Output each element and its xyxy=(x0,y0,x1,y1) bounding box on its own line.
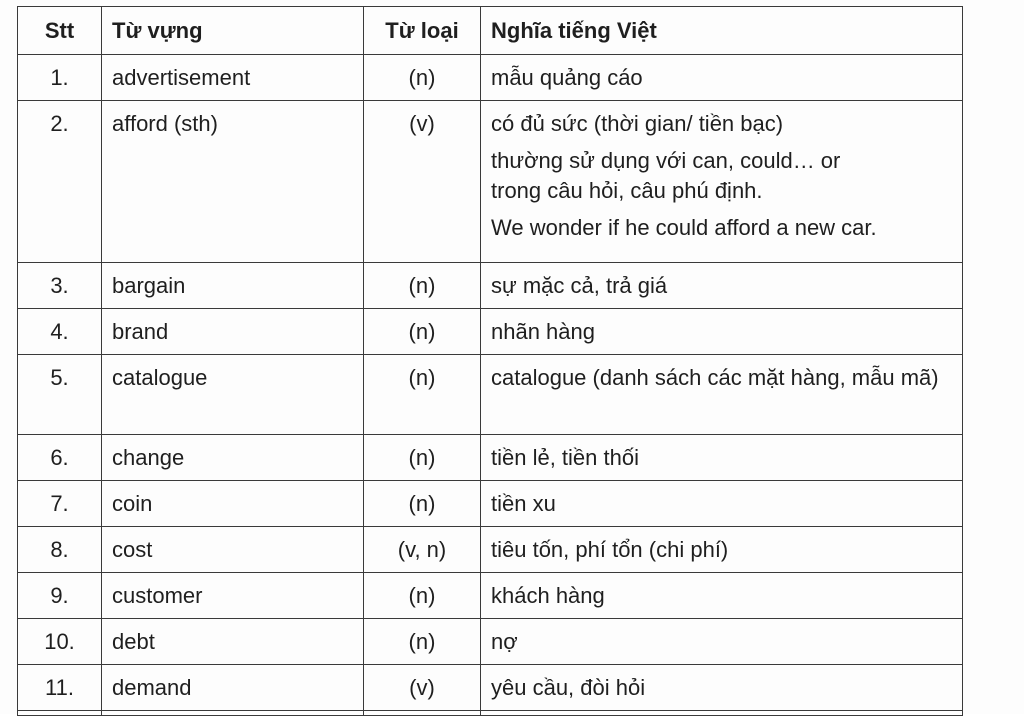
row-meaning xyxy=(481,101,963,263)
row-number: 11. xyxy=(18,665,102,711)
row-meaning xyxy=(481,309,963,355)
meaning-line: tiền lẻ, tiền thối xyxy=(491,445,639,470)
row-number: 1. xyxy=(18,55,102,101)
row-meaning xyxy=(481,619,963,665)
cropped-cell xyxy=(364,711,481,716)
row-word: advertisement xyxy=(102,55,364,101)
row-word-type: (n) xyxy=(364,619,481,665)
row-word: debt xyxy=(102,619,364,665)
row-number: 6. xyxy=(18,435,102,481)
meaning-line: nhãn hàng xyxy=(491,319,595,344)
meaning-line: tiền xu xyxy=(491,491,556,516)
row-word: bargain xyxy=(102,263,364,309)
meaning-line: catalogue (danh sách các mặt hàng, mẫu mã) xyxy=(491,365,939,390)
meaning-line: trong câu hỏi, câu phú định. xyxy=(491,178,763,203)
row-number: 9. xyxy=(18,573,102,619)
header-word-type: Từ loại xyxy=(364,7,481,55)
row-word: demand xyxy=(102,665,364,711)
table-row xyxy=(18,263,963,309)
row-meaning xyxy=(481,481,963,527)
row-meaning xyxy=(481,355,963,435)
table-row-cropped xyxy=(18,711,963,716)
table-row xyxy=(18,435,963,481)
table-row xyxy=(18,527,963,573)
row-meaning xyxy=(481,527,963,573)
row-word: cost xyxy=(102,527,364,573)
header-stt: Stt xyxy=(18,7,102,55)
table-row xyxy=(18,481,963,527)
row-number: 5. xyxy=(18,355,102,435)
row-meaning xyxy=(481,573,963,619)
row-word: change xyxy=(102,435,364,481)
meaning-line: có đủ sức (thời gian/ tiền bạc) xyxy=(491,111,784,136)
row-meaning xyxy=(481,435,963,481)
table-row xyxy=(18,101,963,263)
row-number: 4. xyxy=(18,309,102,355)
meaning-line: yêu cầu, đòi hỏi xyxy=(491,675,646,700)
cropped-cell xyxy=(481,711,963,716)
row-word: customer xyxy=(102,573,364,619)
meaning-line: thường sử dụng với can, could… or xyxy=(491,148,841,173)
cropped-cell xyxy=(18,711,102,716)
row-word-type: (n) xyxy=(364,309,481,355)
row-word-type: (v, n) xyxy=(364,527,481,573)
header-word: Từ vựng xyxy=(102,7,364,55)
row-number: 8. xyxy=(18,527,102,573)
meaning-example: We wonder if he could afford a new car. xyxy=(491,215,877,240)
row-word: coin xyxy=(102,481,364,527)
row-word-type: (n) xyxy=(364,435,481,481)
table-row xyxy=(18,665,963,711)
vocabulary-table xyxy=(17,6,963,716)
row-number: 3. xyxy=(18,263,102,309)
cropped-cell xyxy=(102,711,364,716)
row-word-type: (n) xyxy=(364,481,481,527)
table-row xyxy=(18,573,963,619)
row-word-type: (n) xyxy=(364,263,481,309)
header-meaning: Nghĩa tiếng Việt xyxy=(481,7,963,55)
meaning-line: nợ xyxy=(491,629,518,654)
table-row xyxy=(18,55,963,101)
meaning-line: khách hàng xyxy=(491,583,605,608)
row-meaning xyxy=(481,263,963,309)
row-word-type: (v) xyxy=(364,665,481,711)
row-word: afford (sth) xyxy=(102,101,364,263)
table-header-row xyxy=(18,7,963,55)
row-word: catalogue xyxy=(102,355,364,435)
meaning-line: tiêu tốn, phí tổn (chi phí) xyxy=(491,537,729,562)
row-number: 7. xyxy=(18,481,102,527)
row-meaning xyxy=(481,55,963,101)
table-row xyxy=(18,309,963,355)
meaning-line: sự mặc cả, trả giá xyxy=(491,273,668,298)
table-row xyxy=(18,619,963,665)
row-meaning xyxy=(481,665,963,711)
row-number: 2. xyxy=(18,101,102,263)
row-number: 10. xyxy=(18,619,102,665)
row-word-type: (n) xyxy=(364,55,481,101)
row-word: brand xyxy=(102,309,364,355)
row-word-type: (v) xyxy=(364,101,481,263)
row-word-type: (n) xyxy=(364,573,481,619)
row-word-type: (n) xyxy=(364,355,481,435)
meaning-line: mẫu quảng cáo xyxy=(491,65,643,90)
table-row xyxy=(18,355,963,435)
